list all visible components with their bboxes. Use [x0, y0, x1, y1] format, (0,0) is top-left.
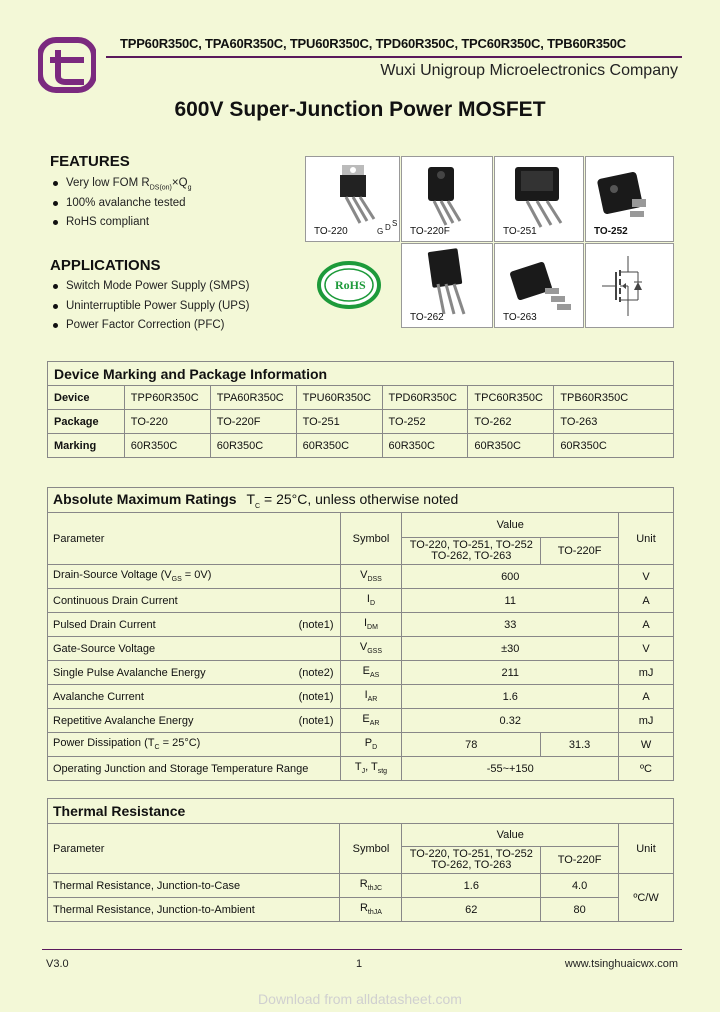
table-row: Gate-Source Voltage $V_{GSS}$ ±30 V: [48, 637, 674, 661]
pin-label: G: [377, 227, 384, 236]
package-to262: [401, 243, 493, 328]
header-symbol: Symbol: [340, 824, 402, 874]
table-row: Single Pulse Avalanche Energy (note2) $E_{AS}$ 211 mJ: [48, 661, 674, 685]
pin-label: D: [385, 223, 391, 232]
header-value: Value: [402, 824, 619, 847]
thermal-unit: ºC/W: [619, 874, 674, 922]
header-value: Value: [402, 513, 619, 538]
header-unit: Unit: [619, 513, 674, 565]
package-gallery: [305, 156, 674, 328]
cell: Device: [48, 386, 125, 410]
table-row: [48, 410, 674, 434]
table-row: Operating Junction and Storage Temperature Range $T_J$, $T_{stg}$ -55~+150 ºC: [48, 757, 674, 781]
to251-label: TO-251: [503, 226, 537, 237]
header-parameter: Parameter: [48, 824, 340, 874]
cell: TPC60R350C: [468, 386, 554, 410]
feature-item: RoHS compliant: [50, 213, 290, 233]
feature-item: 100% avalanche tested: [50, 194, 290, 214]
cell: 60R350C: [296, 434, 382, 458]
header-symbol: Symbol: [340, 513, 402, 565]
cell: TO-262: [468, 410, 554, 434]
cell: Marking: [48, 434, 125, 458]
cell: TO-220F: [210, 410, 296, 434]
applications-list: [50, 277, 300, 336]
table-row: Power Dissipation $(T_C = 25^\circ C)$ $P_D$ 78 31.3 W: [48, 733, 674, 757]
header-group2: TO-220F: [541, 537, 619, 564]
table-row: Repetitive Avalanche Energy (note1) $E_{AR}$ 0.32 mJ: [48, 709, 674, 733]
cell: 60R350C: [124, 434, 210, 458]
cell: TO-251: [296, 410, 382, 434]
amr-title: Absolute Maximum Ratings $T_C = 25^\circ C$, unless otherwise noted: [48, 488, 674, 513]
features-heading: FEATURES: [50, 153, 130, 170]
pin-label: S: [392, 219, 398, 228]
rohs-badge-area: [305, 243, 400, 328]
to263-label: TO-263: [503, 312, 537, 323]
cell: 60R350C: [554, 434, 674, 458]
package-to263: [494, 243, 584, 328]
company-name: Wuxi Unigroup Microelectronics Company: [380, 62, 678, 79]
header-group1: TO-220, TO-251, TO-252 TO-262, TO-263: [402, 846, 541, 873]
mosfet-symbol-icon: [586, 244, 674, 328]
rohs-text: RoHS: [335, 278, 366, 292]
application-item: Power Factor Correction (PFC): [50, 316, 300, 336]
cell: Package: [48, 410, 125, 434]
thermal-title: Thermal Resistance: [48, 799, 674, 824]
cell: TPB60R350C: [554, 386, 674, 410]
footer-page-number: 1: [356, 958, 363, 970]
table-row: [48, 434, 674, 458]
header-group2: TO-220F: [541, 846, 619, 873]
footer-divider: [42, 949, 682, 950]
cell: 60R350C: [468, 434, 554, 458]
applications-heading: APPLICATIONS: [50, 257, 161, 274]
header-group1: TO-220, TO-251, TO-252 TO-262, TO-263: [402, 537, 541, 564]
cell: 60R350C: [382, 434, 468, 458]
to252-label: TO-252: [594, 226, 628, 237]
application-item: Switch Mode Power Supply (SMPS): [50, 277, 300, 297]
header-models: TPP60R350C, TPA60R350C, TPU60R350C, TPD60R350C, TPC60R350C, TPB60R350C: [120, 36, 626, 51]
package-to220: [305, 156, 400, 242]
table-row: Continuous Drain Current $I_D$ 11 A: [48, 589, 674, 613]
watermark: Download from alldatasheet.com: [258, 991, 462, 1007]
table-row: [48, 386, 674, 410]
absolute-max-ratings-table: [47, 487, 674, 781]
table-row: Thermal Resistance, Junction-to-Case $R_{thJC}$ 1.6 4.0 ºC/W: [48, 874, 674, 898]
footer-url[interactable]: www.tsinghuaicwx.com: [564, 958, 678, 970]
device-marking-table: [47, 361, 674, 458]
cell: TPA60R350C: [210, 386, 296, 410]
footer-version: V3.0: [46, 958, 69, 970]
to220f-label: TO-220F: [410, 226, 450, 237]
feature-item: Very low FOM $R_{DS(on)}\times Q_g$: [50, 174, 290, 194]
features-list: [50, 174, 290, 233]
cell: TO-252: [382, 410, 468, 434]
package-to220f: [401, 156, 493, 242]
company-logo: [38, 36, 96, 94]
to220-label: TO-220: [314, 226, 348, 237]
table-row: Thermal Resistance, Junction-to-Ambient $R_{thJA}$ 62 80: [48, 898, 674, 922]
application-item: Uninterruptible Power Supply (UPS): [50, 297, 300, 317]
header-parameter: Parameter: [48, 513, 341, 565]
mosfet-symbol-box: [585, 243, 674, 328]
marking-title: Device Marking and Package Information: [48, 362, 674, 386]
cell: TPD60R350C: [382, 386, 468, 410]
header-divider: [106, 56, 682, 58]
cell: TO-220: [124, 410, 210, 434]
header-unit: Unit: [619, 824, 674, 874]
to262-label: TO-262: [410, 312, 444, 323]
cell: TPU60R350C: [296, 386, 382, 410]
table-row: Avalanche Current (note1) $I_{AR}$ 1.6 A: [48, 685, 674, 709]
table-row: Pulsed Drain Current (note1) $I_{DM}$ 33 A: [48, 613, 674, 637]
cell: TO-263: [554, 410, 674, 434]
document-title: 600V Super-Junction Power MOSFET: [174, 98, 546, 121]
cell: TPP60R350C: [124, 386, 210, 410]
package-to251: [494, 156, 584, 242]
thermal-resistance-table: [47, 798, 674, 922]
cell: 60R350C: [210, 434, 296, 458]
table-row: Drain-Source Voltage $(V_{GS} = 0V)$ $V_{DSS}$ 600 V: [48, 565, 674, 589]
package-to252: [585, 156, 674, 242]
